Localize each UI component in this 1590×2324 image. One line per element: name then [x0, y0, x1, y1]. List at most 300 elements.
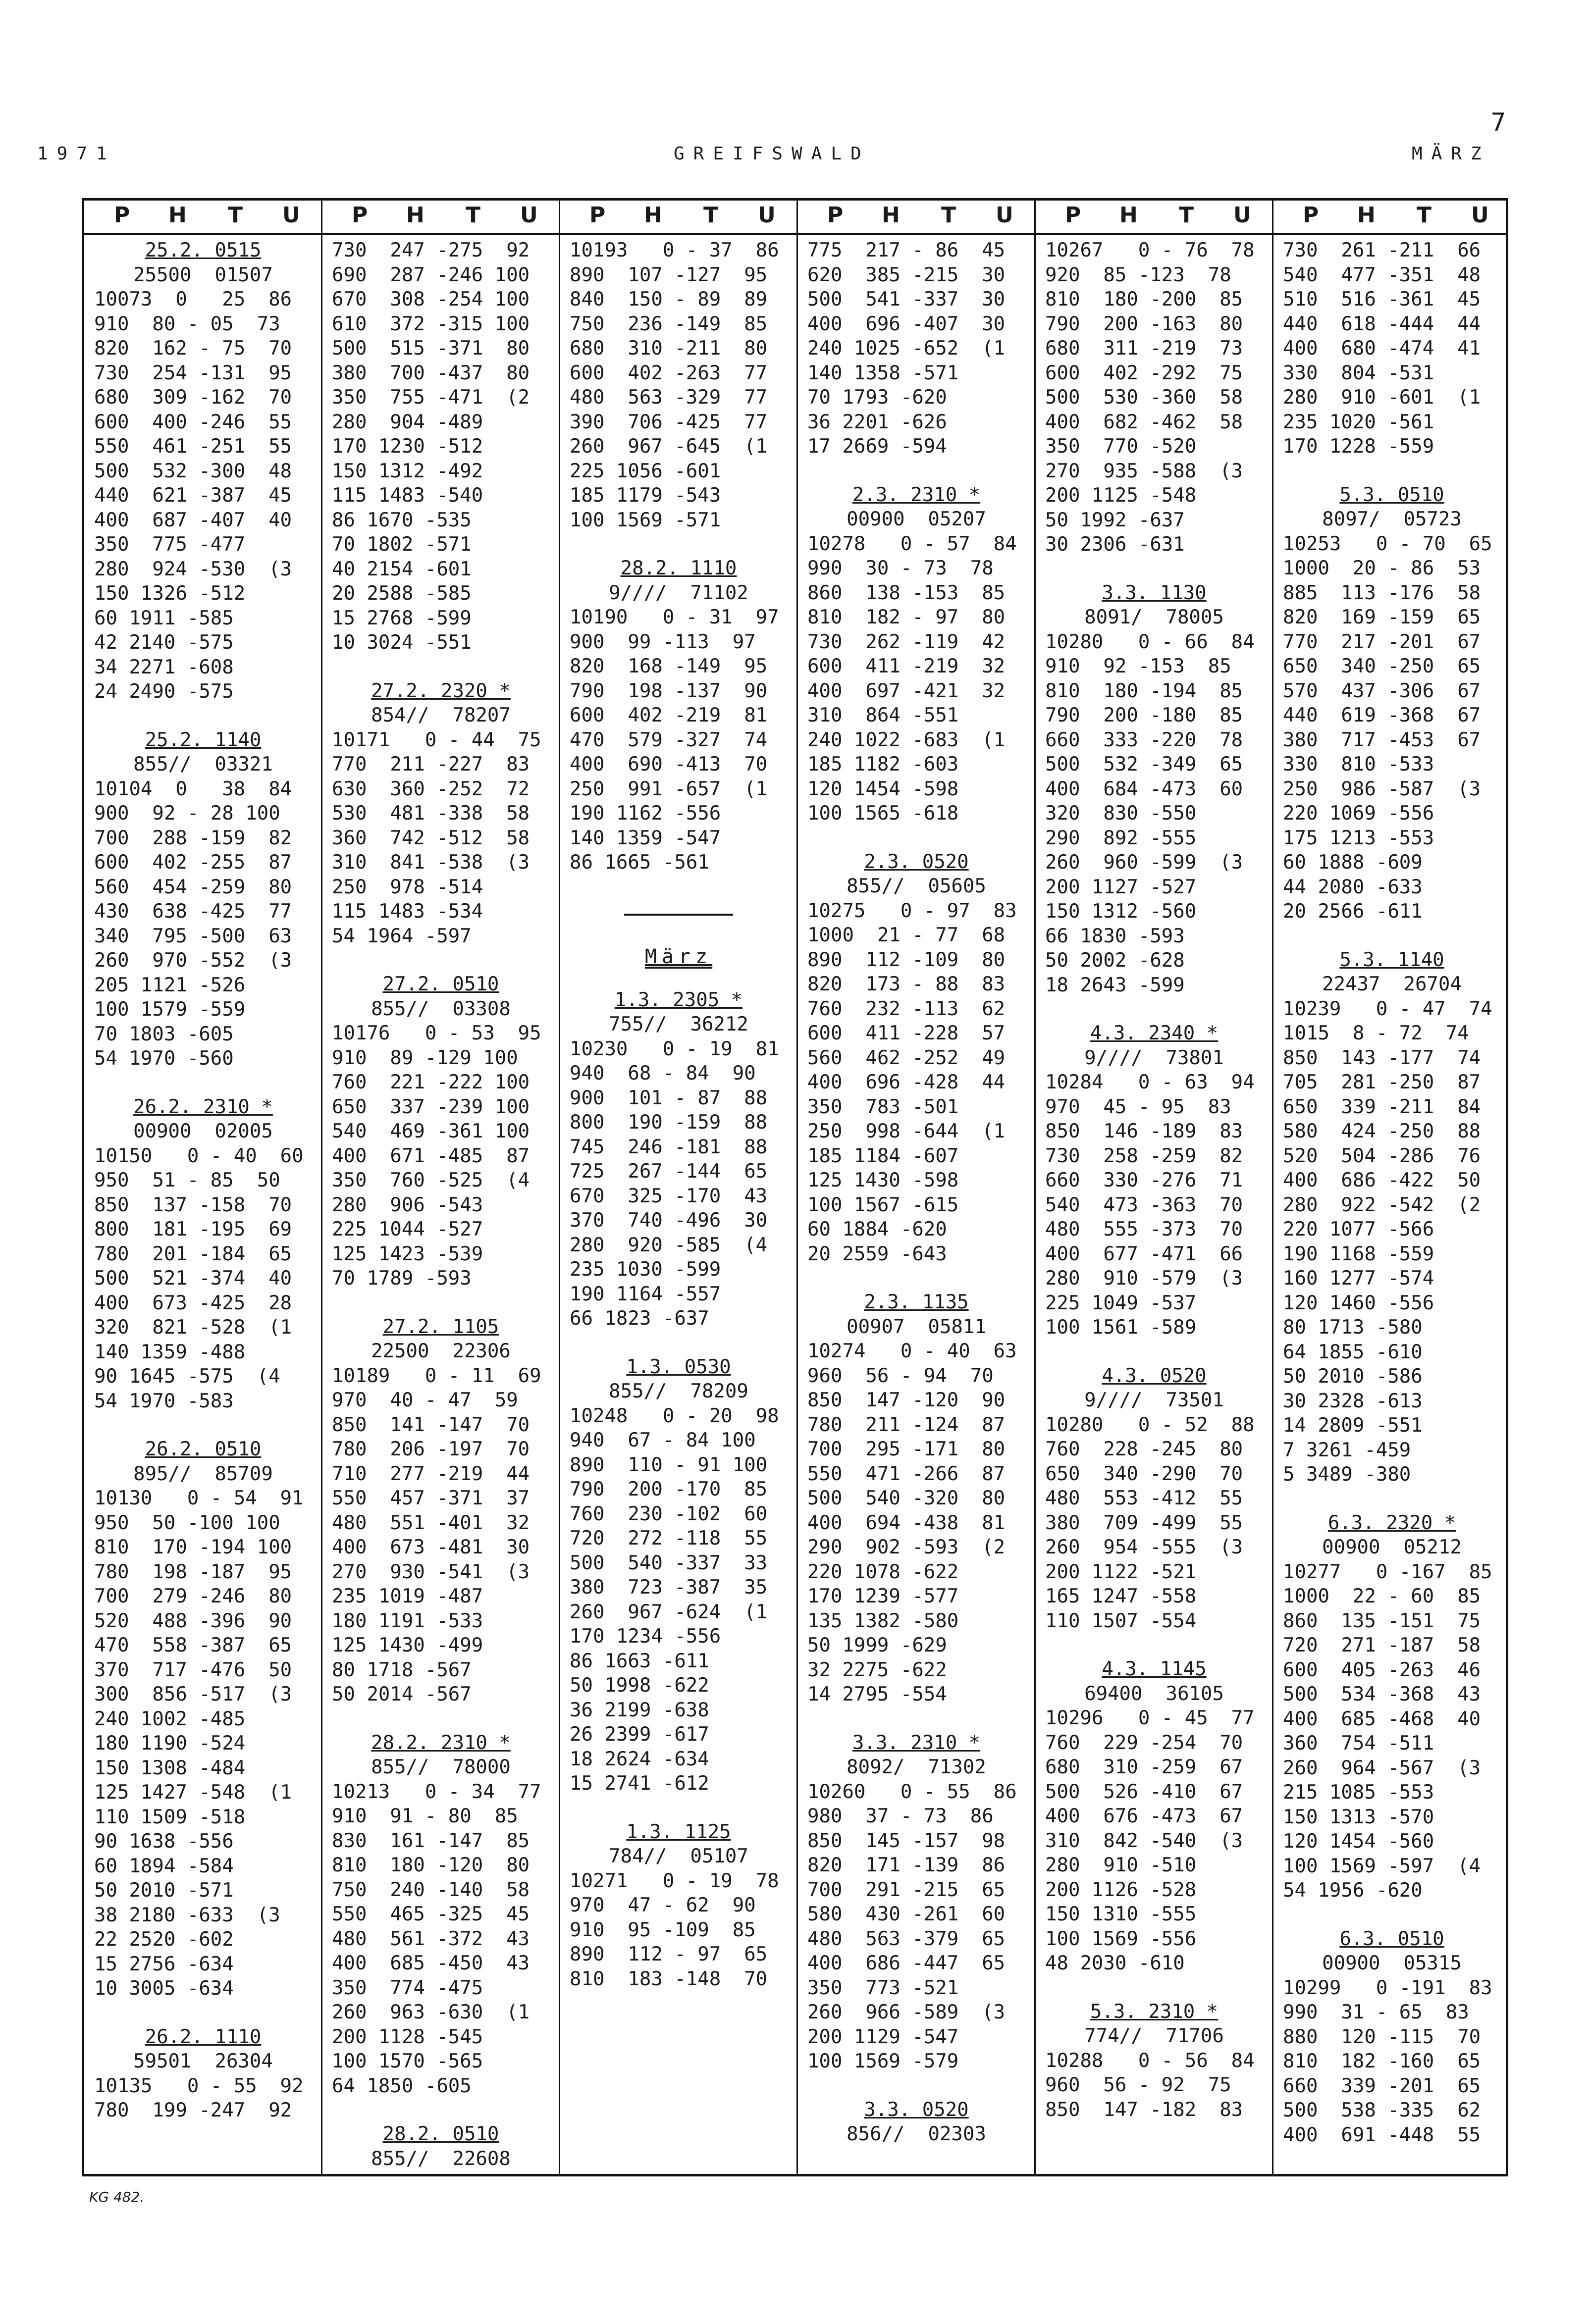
data-column: [1035, 238, 1273, 2122]
sounding-code: 854// 78207: [371, 704, 511, 726]
sounding-station-time: 28.2. 2310 *: [371, 1731, 511, 1754]
sounding-row: 66 1823 -637: [570, 1307, 709, 1330]
sounding-row: 800 190 -159 88: [570, 1111, 768, 1134]
sounding-row: 86 1663 -611: [570, 1650, 709, 1672]
sounding-row: 1000 21 - 77 68: [807, 924, 1006, 946]
sounding-row: 200 1129 -547: [807, 2025, 959, 2048]
sounding-row: 10296 0 - 45 77: [1045, 1707, 1255, 1729]
sounding-row: 820 173 - 88 83: [807, 973, 1006, 995]
sounding-row: 400 685 -450 43: [332, 1952, 530, 1974]
sounding-row: 470 579 -327 74: [570, 728, 768, 751]
sounding-block: [322, 972, 560, 1291]
sounding-table: [82, 198, 1508, 2176]
sounding-row: 44 2080 -633: [1283, 876, 1423, 898]
sounding-row: 510 516 -361 45: [1283, 288, 1481, 310]
sounding-row: 200 1122 -521: [1045, 1560, 1197, 1583]
sounding-row: 50 2002 -628: [1045, 949, 1185, 972]
sounding-row: 10171 0 - 44 75: [332, 728, 541, 751]
sounding-row: 390 706 -425 77: [570, 411, 768, 433]
divider-line: [624, 914, 733, 916]
sounding-code: 774// 71706: [1084, 2025, 1224, 2047]
sounding-row: 220 1078 -622: [807, 1560, 959, 1583]
sounding-block: [797, 1731, 1035, 2074]
sounding-row: 680 310 -259 67: [1045, 1756, 1243, 1778]
sounding-block: [84, 238, 322, 704]
sounding-row: 910 95 -109 85: [570, 1918, 756, 1941]
sounding-row: 22 2520 -602: [94, 1928, 234, 1951]
sounding-code: 9//// 73501: [1084, 1389, 1224, 1411]
sounding-row: 400 685 -468 40: [1283, 1707, 1481, 1730]
sounding-row: 810 170 -194 100: [94, 1536, 292, 1558]
sounding-row: 980 37 - 73 86: [807, 1805, 994, 1827]
sounding-row: 170 1230 -512: [332, 435, 483, 458]
column-header-group: [1035, 201, 1273, 233]
sounding-row: 500 530 -360 58: [1045, 386, 1243, 409]
sounding-code: 25500 01507: [133, 263, 273, 286]
sounding-row: 120 1454 -598: [807, 777, 959, 800]
sounding-row: 10213 0 - 34 77: [332, 1780, 541, 1803]
sounding-row: 940 68 - 84 90: [570, 1062, 756, 1085]
sounding-block: [797, 1290, 1035, 1707]
sounding-row: 850 147 -182 83: [1045, 2098, 1243, 2121]
sounding-row: 280 920 -585 (4: [570, 1234, 768, 1256]
sounding-station-time: 27.2. 2320 *: [371, 679, 511, 702]
sounding-row: 890 110 - 91 100: [570, 1453, 768, 1476]
sounding-row: 900 101 - 87 88: [570, 1086, 768, 1109]
sounding-row: 18 2624 -634: [570, 1748, 709, 1770]
sounding-row: 820 168 -149 95: [570, 655, 768, 677]
sounding-row: 500 532 -300 48: [94, 460, 292, 482]
sounding-row: 36 2199 -638: [570, 1699, 709, 1721]
sounding-row: 720 272 -118 55: [570, 1527, 768, 1549]
sounding-row: 50 1992 -637: [1045, 509, 1185, 531]
sounding-row: 50 1999 -629: [807, 1634, 947, 1656]
sounding-row: 880 120 -115 70: [1283, 2025, 1481, 2048]
sounding-row: 15 2741 -612: [570, 1772, 709, 1795]
sounding-row: 650 339 -211 84: [1283, 1095, 1481, 1118]
sounding-row: 30 2328 -613: [1283, 1390, 1423, 1412]
sounding-row: 970 45 - 95 83: [1045, 1095, 1231, 1118]
sounding-row: 750 240 -140 58: [332, 1878, 530, 1901]
sounding-row: 350 755 -471 (2: [332, 386, 530, 409]
sounding-station-time: 3.3. 0520: [864, 2098, 969, 2121]
sounding-code: 895// 85709: [133, 1462, 273, 1485]
sounding-row: 1015 8 - 72 74: [1283, 1022, 1469, 1044]
sounding-row: 360 754 -511: [1283, 1732, 1434, 1755]
sounding-row: 125 1427 -548 (1: [94, 1781, 292, 1804]
sounding-code: 784// 05107: [609, 1845, 748, 1867]
sounding-station-time: 2.3. 0520: [864, 850, 969, 873]
sounding-row: 900 99 -113 97: [570, 630, 756, 653]
sounding-block: [84, 2025, 322, 2123]
sounding-row: 600 411 -228 57: [807, 1022, 1006, 1044]
sounding-row: 580 424 -250 88: [1283, 1120, 1481, 1142]
sounding-block: [797, 238, 1035, 459]
sounding-row: 110 1507 -554: [1045, 1609, 1197, 1632]
sounding-row: 10278 0 - 57 84: [807, 532, 1017, 555]
sounding-block: [1035, 581, 1273, 998]
sounding-row: 650 340 -290 70: [1045, 1462, 1243, 1485]
sounding-row: 850 147 -120 90: [807, 1389, 1006, 1411]
sounding-row: 66 1830 -593: [1045, 925, 1185, 947]
sounding-row: 480 551 -401 32: [332, 1511, 530, 1534]
sounding-block: [560, 1355, 797, 1796]
sounding-block: [322, 679, 560, 949]
sounding-row: 500 526 -410 67: [1045, 1780, 1243, 1803]
sounding-row: 220 1077 -566: [1283, 1218, 1434, 1240]
sounding-row: 350 773 -521: [807, 1976, 959, 1999]
column-label-p: P: [352, 203, 368, 228]
sounding-row: 140 1359 -488: [94, 1341, 246, 1363]
sounding-row: 200 1128 -545: [332, 2025, 483, 2048]
sounding-row: 380 709 -499 55: [1045, 1511, 1243, 1534]
sounding-station-time: 2.3. 1135: [864, 1291, 969, 1313]
sounding-row: 290 892 -555: [1045, 826, 1197, 849]
sounding-row: 70 1789 -593: [332, 1267, 472, 1290]
data-column: [1273, 238, 1511, 2147]
sounding-row: 205 1121 -526: [94, 974, 246, 996]
column-label-h: H: [882, 203, 900, 228]
sounding-row: 660 333 -220 78: [1045, 728, 1243, 751]
sounding-row: 34 2271 -608: [94, 656, 234, 678]
sounding-row: 820 162 - 75 70: [94, 337, 292, 360]
sounding-row: 520 504 -286 76: [1283, 1144, 1481, 1167]
sounding-row: 790 198 -137 90: [570, 679, 768, 702]
sounding-code: 59501 26304: [133, 2050, 273, 2072]
sounding-row: 850 145 -157 98: [807, 1829, 1006, 1852]
sounding-station-time: 28.2. 1110: [620, 557, 737, 579]
sounding-row: 400 686 -422 50: [1283, 1169, 1481, 1191]
sounding-row: 50 1998 -622: [570, 1674, 709, 1697]
sounding-row: 170 1234 -556: [570, 1625, 721, 1648]
sounding-row: 100 1565 -618: [807, 802, 959, 825]
sounding-row: 240 1025 -652 (1: [807, 337, 1006, 360]
sounding-row: 180 1191 -533: [332, 1609, 483, 1632]
sounding-row: 690 287 -246 100: [332, 263, 530, 286]
sounding-row: 38 2180 -633 (3: [94, 1904, 280, 1926]
sounding-row: 26 2399 -617: [570, 1723, 709, 1746]
sounding-row: 890 107 -127 95: [570, 263, 768, 286]
sounding-row: 300 856 -517 (3: [94, 1683, 292, 1705]
sounding-row: 790 200 -163 80: [1045, 312, 1243, 335]
sounding-row: 810 183 -148 70: [570, 1967, 768, 1990]
sounding-block: [1035, 1364, 1273, 1634]
sounding-row: 830 161 -147 85: [332, 1829, 530, 1852]
sounding-row: 10274 0 - 40 63: [807, 1340, 1017, 1362]
sounding-block: [1273, 483, 1511, 924]
sounding-row: 170 1239 -577: [807, 1585, 959, 1607]
sounding-row: 10267 0 - 76 78: [1045, 239, 1255, 261]
sounding-row: 670 308 -254 100: [332, 288, 530, 310]
sounding-row: 910 91 - 80 85: [332, 1805, 518, 1827]
sounding-row: 160 1277 -574: [1283, 1267, 1434, 1290]
sounding-station-time: 3.3. 1130: [1102, 581, 1207, 604]
sounding-block: [1273, 1511, 1511, 1903]
sounding-row: 970 47 - 62 90: [570, 1894, 756, 1916]
sounding-row: 550 465 -325 45: [332, 1903, 530, 1925]
sounding-row: 380 723 -387 35: [570, 1576, 768, 1599]
sounding-row: 260 963 -630 (1: [332, 2001, 530, 2023]
sounding-row: 850 143 -177 74: [1283, 1046, 1481, 1069]
column-label-h: H: [168, 203, 187, 228]
sounding-row: 400 687 -407 40: [94, 509, 292, 531]
sounding-row: 550 471 -266 87: [807, 1462, 1006, 1485]
sounding-row: 185 1182 -603: [807, 753, 959, 775]
sounding-row: 250 978 -514: [332, 876, 483, 898]
sounding-row: 440 619 -368 67: [1283, 704, 1481, 726]
sounding-row: 430 638 -425 77: [94, 900, 292, 923]
sounding-code: 855// 78209: [609, 1380, 748, 1402]
sounding-row: 310 841 -538 (3: [332, 851, 530, 874]
sounding-row: 200 1127 -527: [1045, 876, 1197, 898]
sounding-row: 970 40 - 47 59: [332, 1389, 518, 1411]
sounding-block: [560, 238, 797, 532]
sounding-row: 40 2154 -601: [332, 558, 472, 580]
sounding-row: 54 1956 -620: [1283, 1879, 1423, 1902]
sounding-row: 20 2588 -585: [332, 582, 472, 605]
sounding-row: 10176 0 - 53 95: [332, 1022, 541, 1044]
sounding-row: 125 1430 -499: [332, 1634, 483, 1656]
sounding-row: 10260 0 - 55 86: [807, 1780, 1017, 1803]
sounding-row: 400 680 -474 41: [1283, 337, 1481, 360]
sounding-row: 750 236 -149 85: [570, 312, 768, 335]
column-label-h: H: [1357, 203, 1376, 228]
sounding-row: 650 337 -239 100: [332, 1095, 530, 1118]
sounding-block: [1035, 1657, 1273, 1976]
sounding-code: 00907 05811: [847, 1315, 986, 1338]
sounding-row: 360 742 -512 58: [332, 826, 530, 849]
sounding-row: 70 1803 -605: [94, 1023, 234, 1045]
sounding-row: 280 910 -579 (3: [1045, 1267, 1243, 1290]
month-label: MÄRZ: [1412, 144, 1490, 164]
sounding-row: 180 1190 -524: [94, 1732, 246, 1755]
sounding-row: 350 775 -477: [94, 533, 246, 556]
sounding-row: 860 138 -153 85: [807, 581, 1006, 604]
sounding-row: 810 182 - 97 80: [807, 606, 1006, 628]
column-label-t: T: [1417, 203, 1432, 228]
sounding-row: 10239 0 - 47 74: [1283, 997, 1492, 1020]
sounding-block: [797, 850, 1035, 1267]
column-label-t: T: [703, 203, 719, 228]
sounding-row: 400 673 -425 28: [94, 1291, 292, 1314]
sounding-row: 770 217 -201 67: [1283, 630, 1481, 653]
sounding-station-time: 6.3. 0510: [1339, 1927, 1444, 1950]
sounding-row: 175 1213 -553: [1283, 826, 1434, 849]
sounding-row: 400 691 -448 55: [1283, 2123, 1481, 2146]
sounding-row: 280 910 -510: [1045, 1854, 1197, 1876]
sounding-row: 120 1460 -556: [1283, 1291, 1434, 1314]
sounding-row: 30 2306 -631: [1045, 533, 1185, 556]
sounding-row: 280 910 -601 (1: [1283, 386, 1481, 409]
column-header-group: [560, 201, 797, 233]
sounding-row: 260 967 -645 (1: [570, 435, 768, 458]
sounding-row: 280 904 -489: [332, 411, 483, 433]
sounding-row: 125 1430 -598: [807, 1169, 959, 1191]
sounding-station-time: 4.3. 1145: [1102, 1658, 1207, 1680]
sounding-block: [322, 238, 560, 655]
sounding-row: 470 558 -387 65: [94, 1634, 292, 1656]
data-column: [560, 238, 797, 1991]
sounding-row: 100 1567 -615: [807, 1193, 959, 1216]
sounding-row: 10150 0 - 40 60: [94, 1144, 304, 1167]
sounding-row: 480 563 -379 65: [807, 1927, 1006, 1950]
sounding-row: 10 3005 -634: [94, 1977, 234, 2000]
sounding-row: 10189 0 - 11 69: [332, 1364, 541, 1387]
sounding-row: 400 673 -481 30: [332, 1536, 530, 1558]
sounding-row: 7 3261 -459: [1283, 1439, 1411, 1461]
sounding-row: 480 553 -412 55: [1045, 1487, 1243, 1509]
column-header-group: [84, 201, 322, 233]
sounding-row: 540 473 -363 70: [1045, 1193, 1243, 1216]
sounding-row: 630 360 -252 72: [332, 777, 530, 800]
sounding-row: 400 696 -428 44: [807, 1071, 1006, 1093]
city-label: GREIFSWALD: [674, 144, 870, 164]
column-header-row: [84, 201, 1506, 235]
sounding-row: 14 2809 -551: [1283, 1414, 1423, 1437]
sounding-row: 540 469 -361 100: [332, 1120, 530, 1142]
sounding-station-time: 25.2. 0515: [145, 239, 262, 261]
column-label-p: P: [1065, 203, 1081, 228]
sounding-row: 730 258 -259 82: [1045, 1144, 1243, 1167]
sounding-row: 680 310 -211 80: [570, 337, 768, 360]
sounding-row: 10280 0 - 66 84: [1045, 630, 1255, 653]
sounding-row: 10271 0 - 19 78: [570, 1869, 779, 1892]
sounding-row: 100 1569 -579: [807, 2050, 959, 2072]
sounding-row: 810 182 -160 65: [1283, 2050, 1481, 2072]
sounding-row: 920 85 -123 78: [1045, 263, 1231, 286]
sounding-row: 1000 20 - 86 53: [1283, 557, 1481, 579]
sounding-row: 60 1894 -584: [94, 1855, 234, 1877]
sounding-row: 48 2030 -610: [1045, 1952, 1185, 1974]
sounding-row: 15 2756 -634: [94, 1953, 234, 1975]
sounding-row: 225 1044 -527: [332, 1218, 483, 1240]
column-label-p: P: [827, 203, 844, 228]
sounding-row: 700 279 -246 80: [94, 1585, 292, 1607]
sounding-row: 730 254 -131 95: [94, 362, 292, 384]
sounding-row: 70 1793 -620: [807, 386, 947, 409]
sounding-station-time: 28.2. 0510: [382, 2123, 499, 2145]
sounding-code: 9//// 73801: [1084, 1046, 1224, 1069]
sounding-row: 10275 0 - 97 83: [807, 899, 1017, 922]
sounding-row: 260 960 -599 (3: [1045, 851, 1243, 874]
sounding-row: 90 1638 -556: [94, 1830, 234, 1853]
sounding-row: 860 135 -151 75: [1283, 1609, 1481, 1632]
sounding-row: 990 31 - 65 83: [1283, 2001, 1469, 2023]
sounding-row: 115 1483 -534: [332, 900, 483, 923]
sounding-row: 280 906 -543: [332, 1193, 483, 1216]
sounding-row: 350 774 -475: [332, 1976, 483, 1999]
sounding-row: 340 795 -500 63: [94, 925, 292, 947]
data-column: [84, 238, 322, 2123]
sounding-row: 400 682 -462 58: [1045, 411, 1243, 433]
sounding-row: 10 3024 -551: [332, 631, 472, 654]
sounding-row: 760 229 -254 70: [1045, 1731, 1243, 1754]
sounding-row: 42 2140 -575: [94, 631, 234, 654]
sounding-code: 22437 26704: [1322, 973, 1462, 995]
sounding-row: 760 228 -245 80: [1045, 1438, 1243, 1460]
sounding-code: 8097/ 05723: [1322, 508, 1462, 530]
sounding-row: 320 830 -550: [1045, 802, 1197, 825]
page-number: 7: [1490, 108, 1506, 137]
sounding-row: 400 690 -413 70: [570, 753, 768, 775]
column-label-u: U: [1471, 203, 1489, 228]
sounding-row: 80 1713 -580: [1283, 1316, 1423, 1339]
sounding-row: 550 457 -371 37: [332, 1487, 530, 1509]
sounding-row: 20 2566 -611: [1283, 900, 1423, 923]
sounding-row: 600 400 -246 55: [94, 411, 292, 433]
sounding-row: 500 532 -349 65: [1045, 753, 1243, 775]
sounding-code: 00900 05207: [847, 508, 986, 530]
column-header-group: [797, 201, 1035, 233]
year-label: 1971: [37, 144, 116, 164]
sounding-row: 620 385 -215 30: [807, 263, 1006, 286]
sounding-station-time: 5.3. 2310 *: [1090, 2000, 1219, 2023]
sounding-row: 60 1888 -609: [1283, 851, 1423, 874]
sounding-row: 550 461 -251 55: [94, 435, 292, 458]
sounding-row: 5 3489 -380: [1283, 1463, 1411, 1486]
sounding-row: 610 372 -315 100: [332, 312, 530, 335]
column-label-t: T: [466, 203, 481, 228]
sounding-row: 330 810 -533: [1283, 753, 1434, 775]
sounding-row: 235 1020 -561: [1283, 411, 1434, 433]
data-column: [797, 238, 1035, 2147]
sounding-row: 810 180 -200 85: [1045, 288, 1243, 310]
sounding-row: 100 1579 -559: [94, 998, 246, 1021]
sounding-block: [797, 2098, 1035, 2147]
sounding-row: 330 804 -531: [1283, 362, 1434, 384]
sounding-row: 820 171 -139 86: [807, 1854, 1006, 1876]
sounding-row: 400 676 -473 67: [1045, 1805, 1243, 1827]
sounding-block: [322, 1731, 560, 2099]
sounding-row: 10073 0 25 86: [94, 288, 292, 310]
sounding-row: 780 199 -247 92: [94, 2099, 292, 2121]
form-code: KG 482.: [89, 2189, 145, 2205]
sounding-row: 115 1483 -540: [332, 484, 483, 507]
sounding-row: 200 1126 -528: [1045, 1878, 1197, 1901]
sounding-row: 17 2669 -594: [807, 435, 947, 458]
sounding-row: 86 1665 -561: [570, 851, 709, 874]
sounding-row: 885 113 -176 58: [1283, 581, 1481, 604]
column-label-t: T: [228, 203, 243, 228]
sounding-row: 15 2768 -599: [332, 607, 472, 629]
sounding-row: 660 339 -201 65: [1283, 2074, 1481, 2097]
sounding-row: 125 1423 -539: [332, 1242, 483, 1265]
sounding-row: 50 2014 -567: [332, 1683, 472, 1705]
sounding-code: 855// 22608: [371, 2147, 511, 2170]
sounding-row: 660 330 -276 71: [1045, 1169, 1243, 1191]
sounding-row: 730 261 -211 66: [1283, 239, 1481, 261]
column-label-t: T: [941, 203, 956, 228]
sounding-row: 260 966 -589 (3: [807, 2001, 1006, 2023]
sounding-code: 9//// 71102: [609, 581, 748, 604]
sounding-row: 215 1085 -553: [1283, 1781, 1434, 1804]
sounding-row: 270 930 -541 (3: [332, 1560, 530, 1583]
sounding-station-time: 6.3. 2320 *: [1327, 1511, 1456, 1534]
sounding-row: 890 112 - 97 65: [570, 1943, 768, 1965]
sounding-row: 500 538 -335 62: [1283, 2099, 1481, 2121]
sounding-row: 400 671 -485 87: [332, 1144, 530, 1167]
column-label-p: P: [1303, 203, 1319, 228]
sounding-row: 990 30 - 73 78: [807, 557, 994, 579]
sounding-station-time: 1.3. 1125: [626, 1820, 731, 1843]
sounding-row: 790 200 -180 85: [1045, 704, 1243, 726]
sounding-row: 400 684 -473 60: [1045, 777, 1243, 800]
sounding-row: 10253 0 - 70 65: [1283, 532, 1492, 555]
sounding-code: 855// 03308: [371, 997, 511, 1020]
sounding-row: 10277 0 -167 85: [1283, 1560, 1492, 1583]
sounding-row: 760 230 -102 60: [570, 1502, 768, 1525]
sounding-block: [84, 1437, 322, 2001]
